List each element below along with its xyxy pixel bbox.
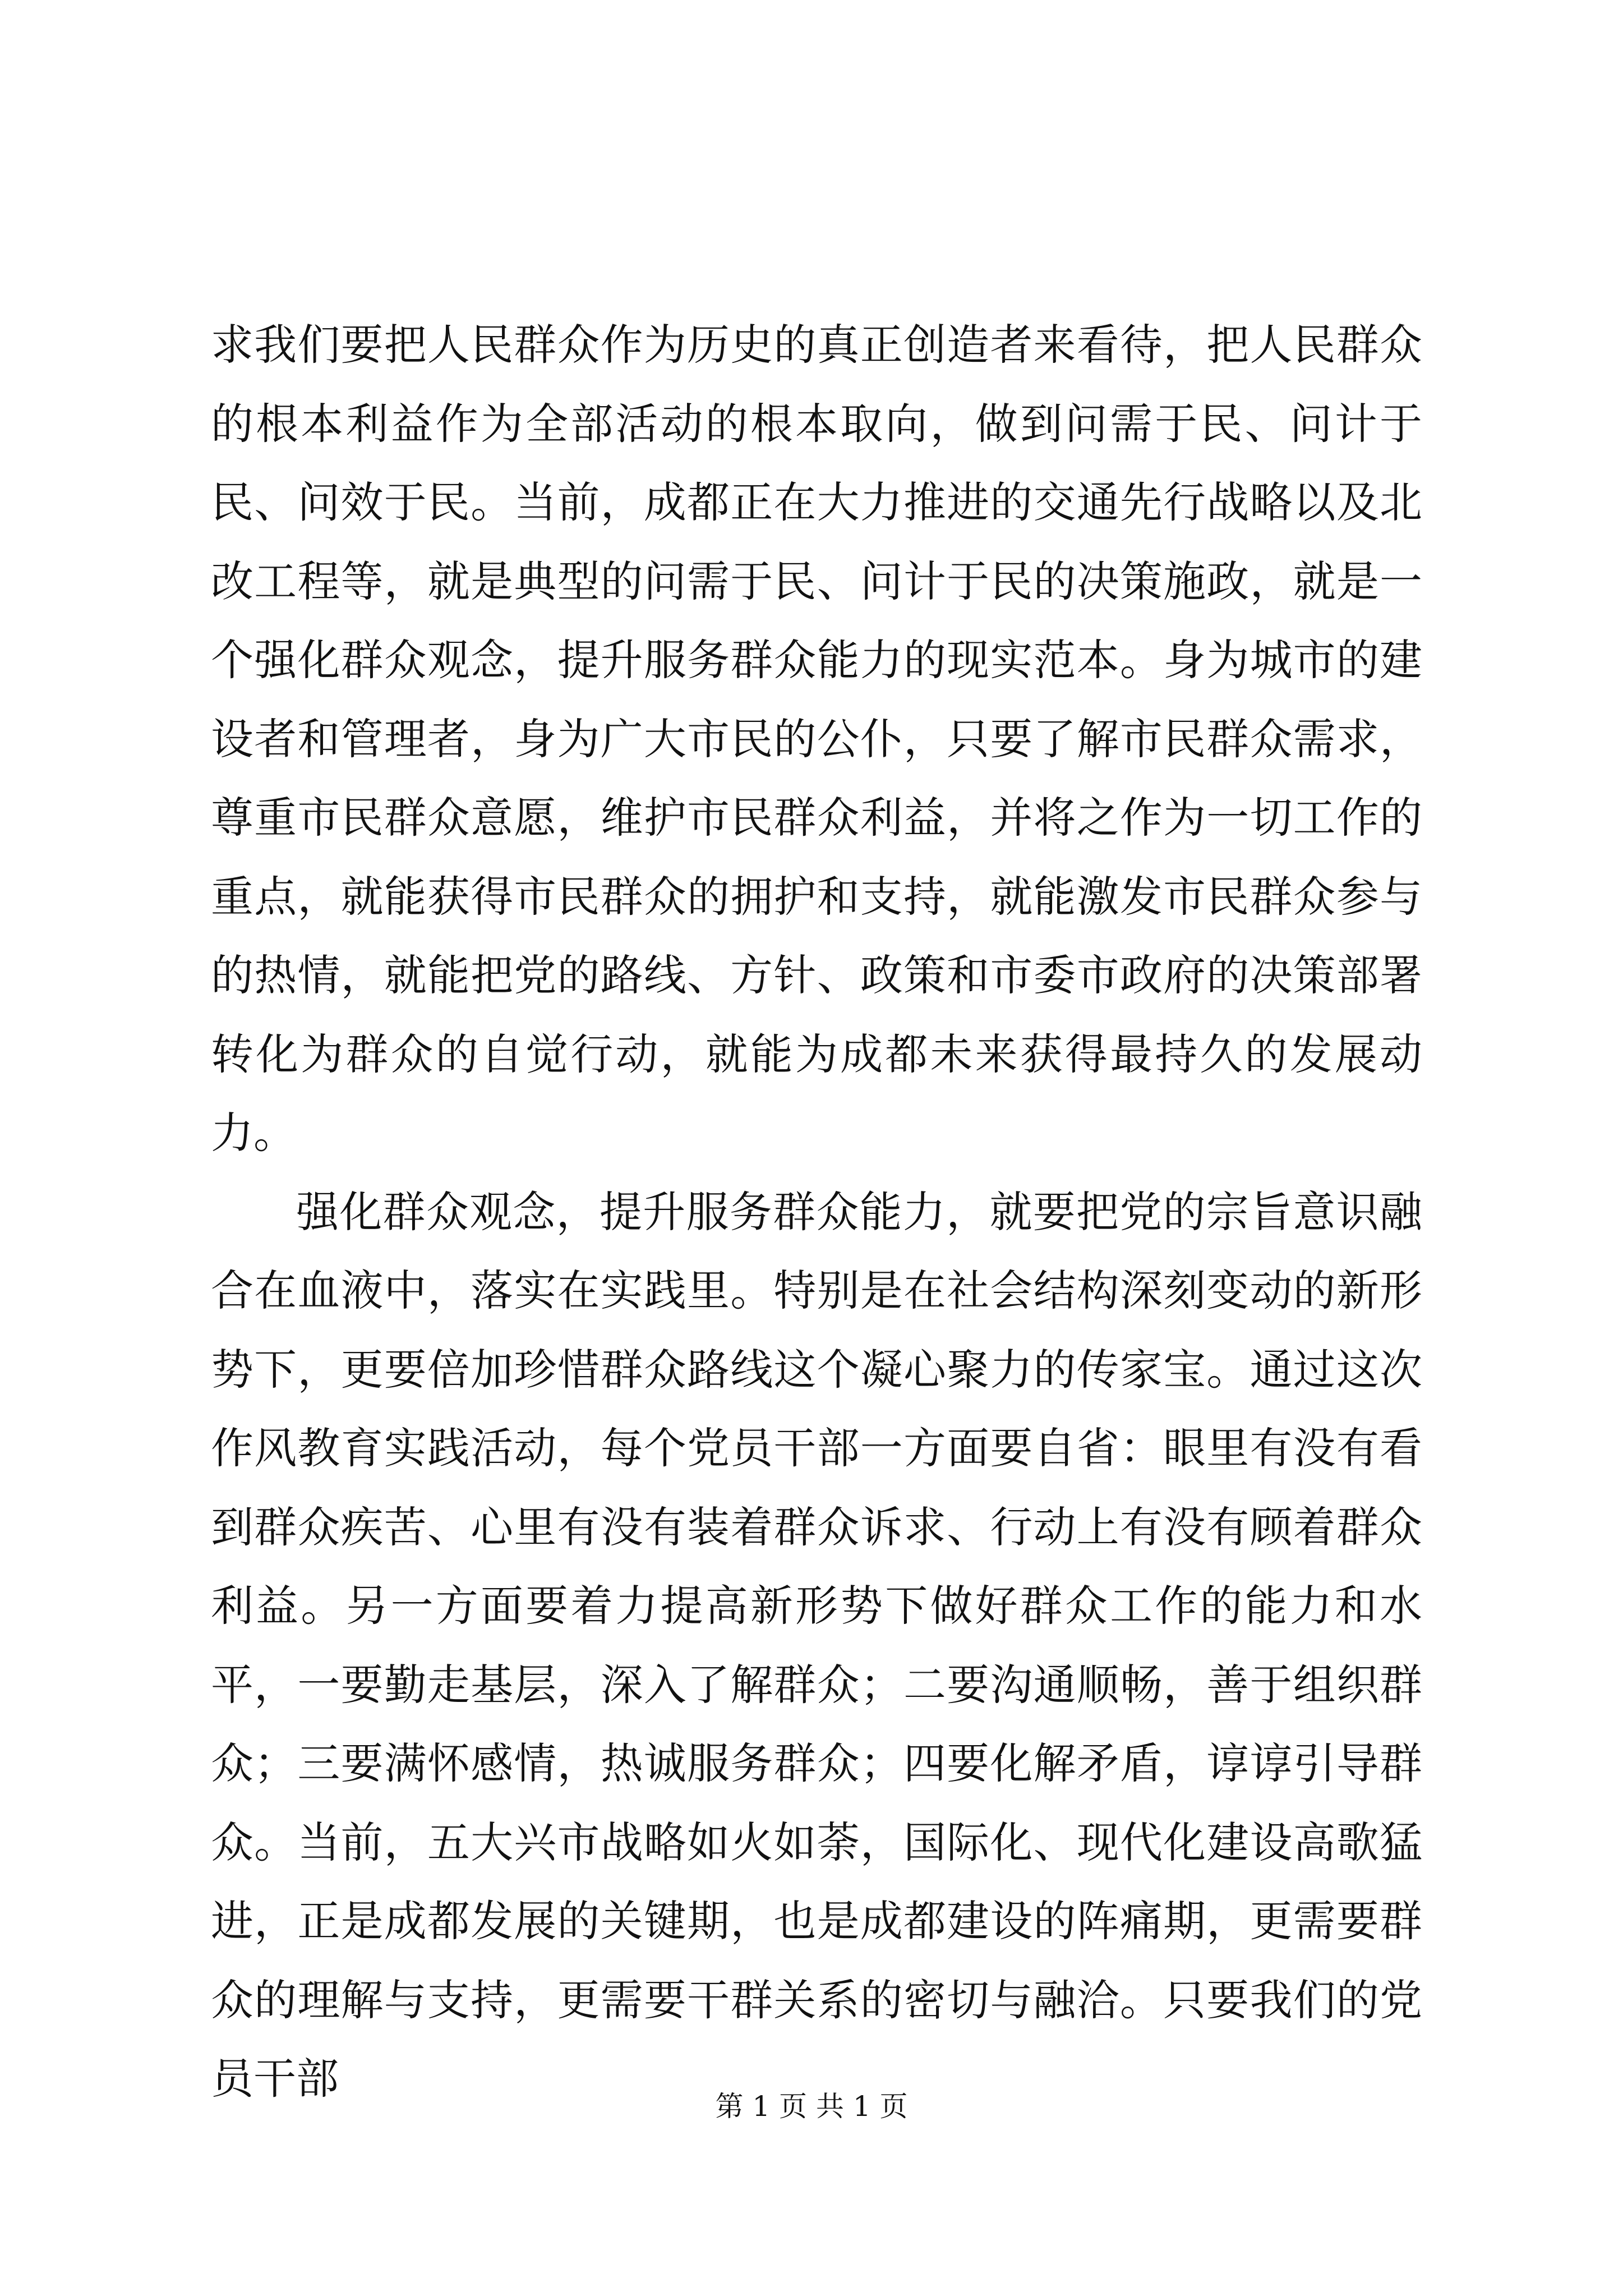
paragraph-2: 强化群众观念，提升服务群众能力，就要把党的宗旨意识融合在血液中，落实在实践里。特别是在社会结构深刻变动的新形势下，更要倍加珍惜群众路线这个凝心聚力的传家宝。通过这次作风教育实践活动，每个党员干部一方面要自省：眼里有没有看到群众疾苦、心里有没有装着群众诉求、行动上有没有顾着群众利益。另一方面要着力提高新形势下做好群众工作的能力和水平，一要勤走基层，深入了解群众；二要沟通顺畅，善于组织群众；三要满怀感情，热诚服务群众；四要化解矛盾，谆谆引导群众。当前，五大兴市战略如火如荼，国际化、现代化建设高歌猛进，正是成都发展的关键期，也是成都建设的阵痛期，更需要群众的理解与支持，更需要干群关系的密切与融洽。只要我们的党员干部 [211, 1186, 1422, 2104]
paragraph-1: 求我们要把人民群众作为历史的真正创造者来看待，把人民群众的根本利益作为全部活动的根本取向，做到问需于民、问计于民、问效于民。当前，成都正在大力推进的交通先行战略以及北改工程等，就是典型的问需于民、问计于民的决策施政，就是一个强化群众观念，提升服务群众能力的现实范本。身为城市的建设者和管理者，身为广大市民的公仆，只要了解市民群众需求，尊重市民群众意愿，维护市民群众利益，并将之作为一切工作的重点，就能获得市民群众的拥护和支持，就能激发市民群众参与的热情，就能把党的路线、方针、政策和市委市政府的决策部署转化为群众的自觉行动，就能为成都未来获得最持久的发展动力。 [211, 320, 1422, 1158]
page-footer: 第 1 页 共 1 页 [715, 2090, 908, 2123]
document-body [211, 306, 1422, 2119]
